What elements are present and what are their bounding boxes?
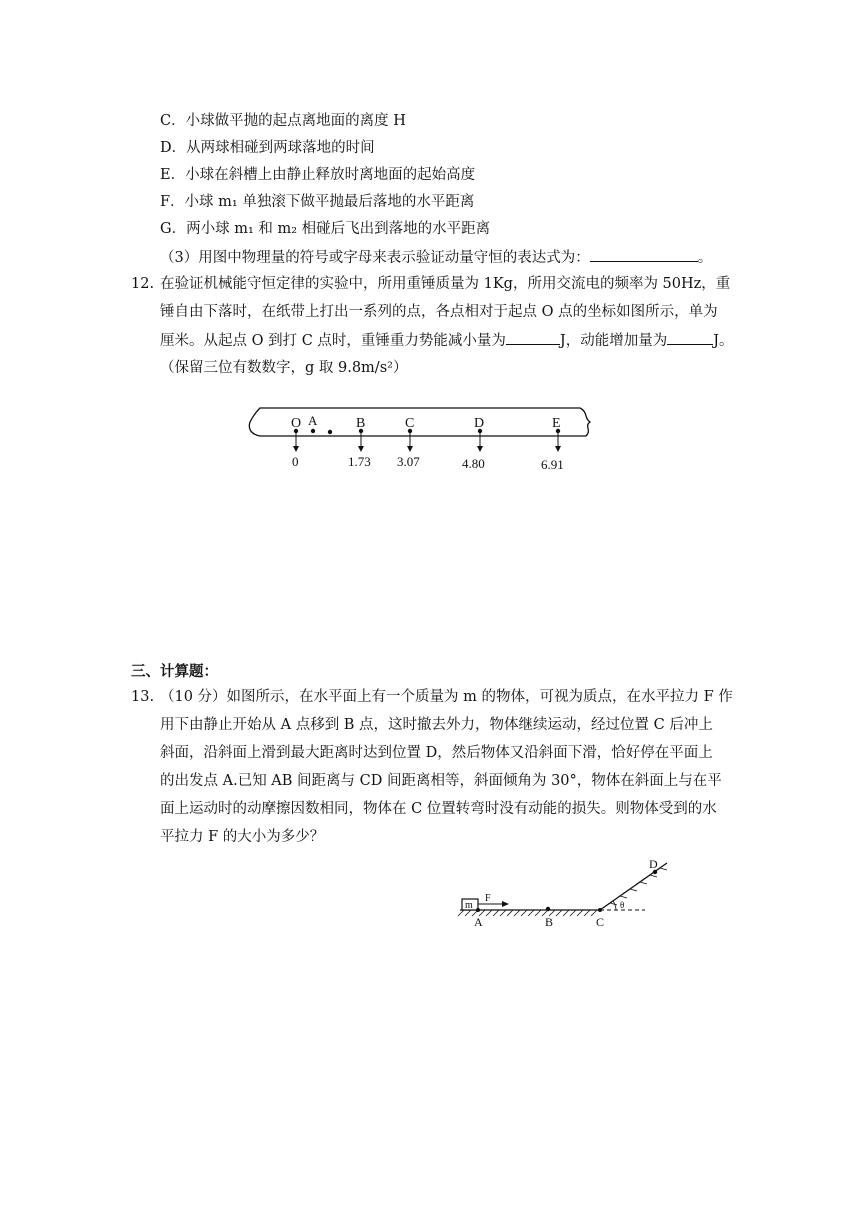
dot-a (311, 429, 315, 433)
q12-line-3 (160, 330, 734, 351)
label-d: D (649, 857, 658, 871)
option-c: C．小球做平抛的起点离地面的离度 H (160, 113, 406, 129)
section-title: 三、计算题： (131, 663, 218, 680)
point-c (598, 908, 602, 912)
label-c: C (596, 915, 605, 929)
arrow-b (358, 446, 364, 452)
option-f: F．小球 m₁ 单独滚下做平抛最后落地的水平距离 (160, 194, 475, 210)
value-c: 3.07 (397, 454, 420, 469)
option-e: E．小球在斜槽上由静止释放时离地面的起始高度 (160, 167, 476, 183)
arrow-c (407, 446, 413, 452)
value-o: 0 (292, 454, 299, 469)
mass-label: m (465, 900, 473, 911)
answer-blank-potential[interactable] (506, 330, 560, 345)
q13-line-3: 斜面，沿斜面上滑到最大距离时达到位置 D，然后物体又沿斜面下滑，恰好停在平面上 (160, 745, 713, 761)
value-b: 1.73 (348, 454, 371, 469)
q11-part3 (160, 247, 712, 268)
point-label-d: D (474, 416, 485, 431)
force-label: F (485, 893, 491, 904)
arrow-d (477, 446, 483, 452)
arrow-e (555, 446, 561, 452)
point-b (546, 907, 550, 911)
q13-line-2: 用下由静止开始从 A 点移到 B 点，这时撤去外力，物体继续运动，经过位置 C 后冲上 (160, 717, 713, 733)
point-label-o: O (291, 416, 302, 431)
q11-part3-end: 。 (697, 250, 713, 266)
answer-blank-kinetic[interactable] (667, 330, 713, 345)
value-e: 6.91 (541, 457, 564, 472)
q13-line-4: 的出发点 A.已知 AB 间距离与 CD 间距离相等，斜面倾角为 30°，物体在斜面上与在平 (160, 773, 722, 789)
q12-line-4: （保留三位有数数字，g 取 9.8m/s²） (160, 360, 408, 376)
answer-blank[interactable] (590, 247, 698, 262)
q12-line-1: 在验证机械能守恒定律的实验中，所用重锤质量为 1Kg，所用交流电的频率为 50Hz，重 (160, 276, 731, 292)
point-label-c: C (405, 416, 415, 431)
q12-line-3-c: J。 (713, 333, 734, 349)
option-d: D．从两球相碰到两球落地的时间 (160, 140, 375, 156)
q11-part3-text: （3）用图中物理量的符号或字母来表示验证动量守恒的表达式为： (160, 250, 590, 266)
point-label-b: B (356, 416, 366, 431)
label-a: A (474, 915, 483, 929)
question-number: 12. (131, 276, 155, 292)
option-g: G．两小球 m₁ 和 m₂ 相碰后飞出到落地的水平距离 (160, 221, 491, 237)
arrow-o (293, 446, 299, 452)
paper-tape-figure (240, 400, 600, 480)
q12-line-2: 锤自由下落时，在纸带上打出一系列的点，各点相对于起点 O 点的坐标如图所示，单为 (160, 304, 718, 320)
question-number: 13. (131, 689, 155, 705)
q13-line-6: 平拉力 F 的大小为多少？ (160, 829, 325, 845)
label-b: B (545, 915, 554, 929)
q13-line-5: 面上运动时的动摩擦因数相同，物体在 C 位置转弯时没有动能的损失。则物体受到的水 (160, 801, 717, 817)
incline-figure (450, 855, 680, 935)
point-label-a: A (308, 413, 318, 428)
angle-arc (613, 901, 616, 910)
q12-line-3-b: J，动能增加量为 (559, 333, 668, 349)
q13-line-1: （10 分）如图所示，在水平面上有一个质量为 m 的物体，可视为质点，在水平拉力 F 作 (160, 689, 733, 705)
dot-extra (328, 430, 332, 434)
value-d: 4.80 (462, 456, 485, 471)
point-label-e: E (552, 416, 561, 431)
angle-label: θ (620, 900, 625, 910)
point-a (476, 908, 480, 912)
q12-line-3-a: 厘米。从起点 O 到打 C 点时，重锤重力势能减小量为 (160, 333, 506, 349)
